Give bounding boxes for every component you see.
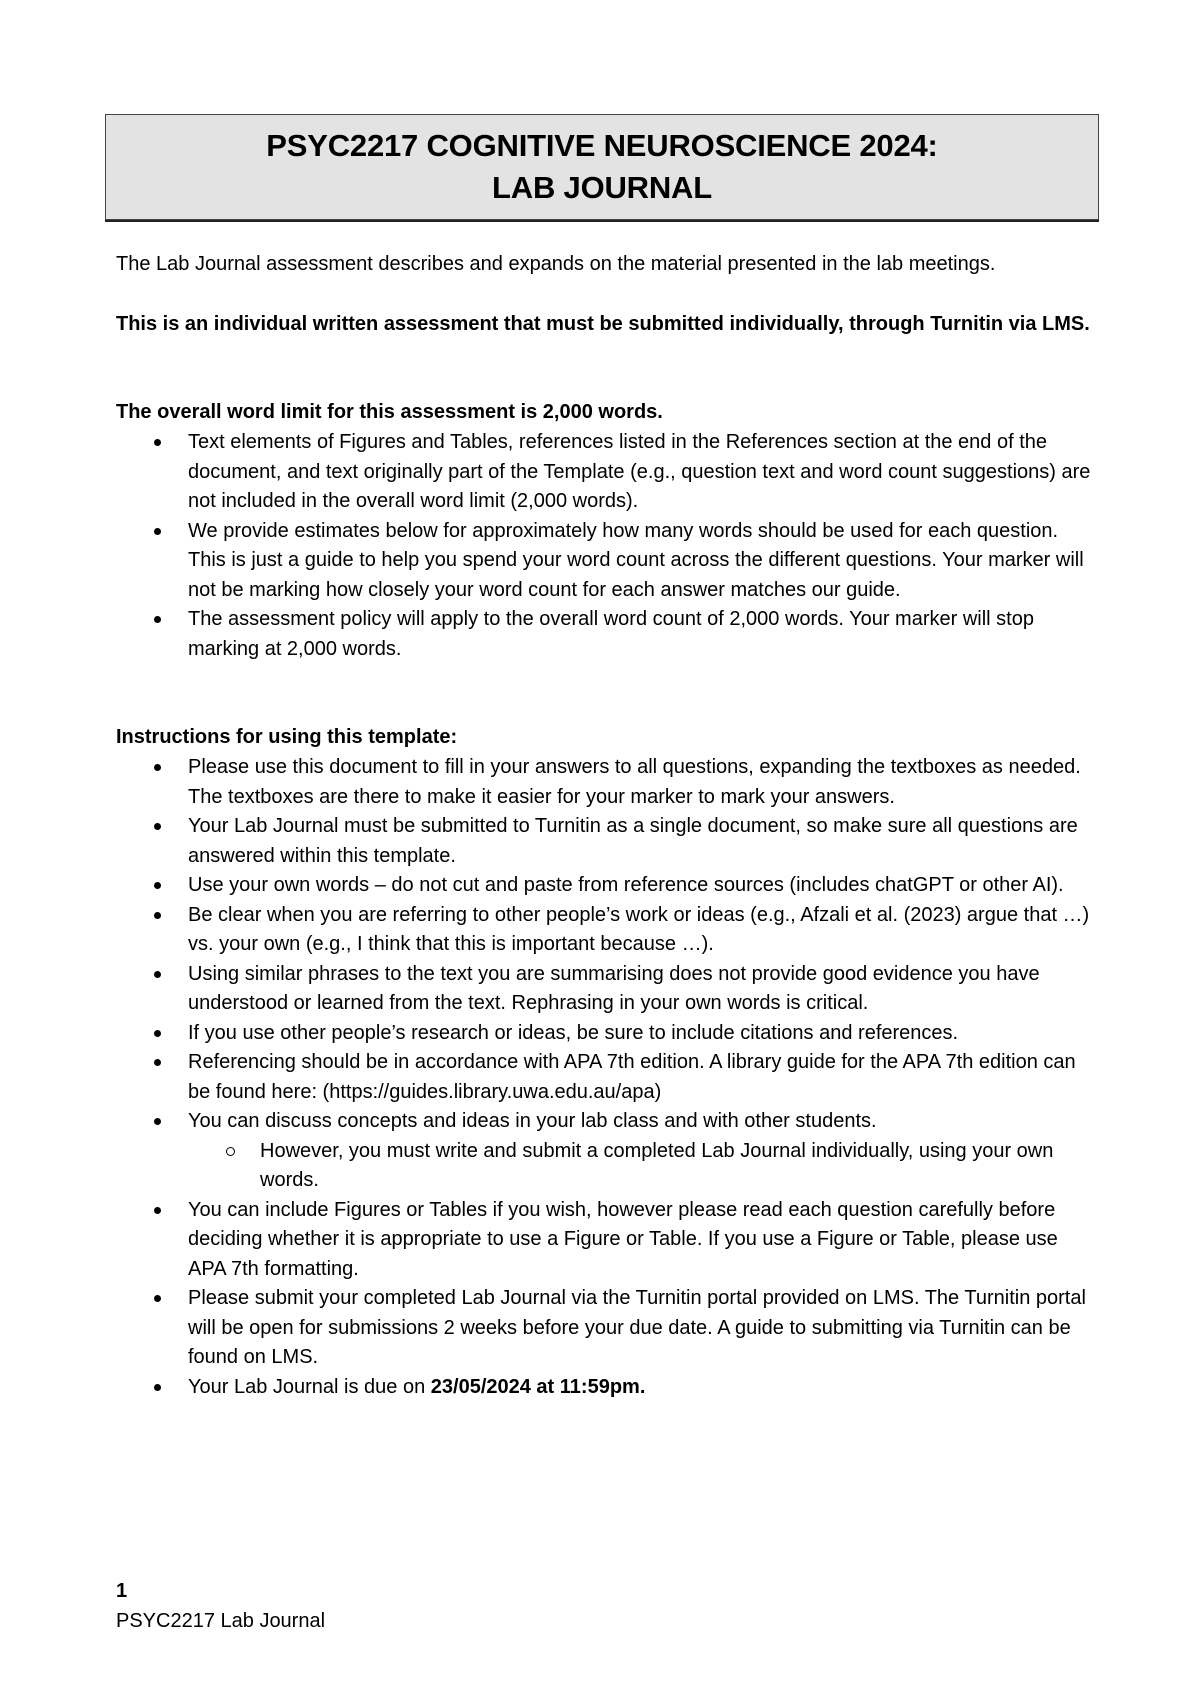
title-line-1: PSYC2217 COGNITIVE NEUROSCIENCE 2024: — [266, 128, 938, 163]
bullet-icon — [154, 1030, 161, 1037]
list-item-text: Please use this document to fill in your answers to all questions, expanding the textboxes as needed. The textboxes are there to make it easier for your marker to mark your answers. — [188, 756, 1081, 808]
list-item-text: The assessment policy will apply to the overall word count of 2,000 words. Your marker will stop marking at 2,000 words. — [188, 608, 1034, 660]
list-item-text: Please submit your completed Lab Journal via the Turnitin portal provided on LMS. The Turnitin portal will be open for submissions 2 weeks before your due date. A guide to submitting via Turnitin can be found on LMS. — [188, 1287, 1086, 1368]
list-item-text: We provide estimates below for approximately how many words should be used for each question. This is just a guide to help you spend your word count across the different questions. Your marker will not be marking how closely your word count for each answer matches our guide. — [188, 519, 1084, 601]
list-item — [116, 960, 1098, 1019]
list-item — [116, 605, 1098, 664]
list-item — [116, 1107, 1098, 1196]
hollow-bullet-icon — [226, 1147, 235, 1156]
individual-notice: This is an individual written assessment that must be submitted individually, through Turnitin via LMS. — [116, 313, 1090, 335]
list-item-text: Using similar phrases to the text you are summarising does not provide good evidence you have understood or learned from the text. Rephrasing in your own words is critical. — [188, 962, 1040, 1014]
word-limit-list — [116, 428, 1098, 664]
list-item — [116, 812, 1098, 871]
page-footer: PSYC2217 Lab Journal — [116, 1610, 326, 1632]
page-number: 1 — [116, 1580, 128, 1602]
title-box — [105, 114, 1099, 220]
bullet-icon — [154, 1059, 161, 1066]
list-item — [116, 871, 1098, 901]
list-item — [116, 1196, 1098, 1285]
bullet-icon — [154, 764, 161, 771]
instructions-heading: Instructions for using this template: — [116, 726, 458, 748]
list-item-text: Text elements of Figures and Tables, references listed in the References section at the end of the document, and text originally part of the Template (e.g., question text and word count suggestions) are not included in the overall word limit (2,000 words). — [188, 431, 1091, 512]
list-item — [116, 753, 1098, 812]
list-item-text: Your Lab Journal must be submitted to Turnitin as a single document, so make sure all questions are answered within this template. — [188, 815, 1078, 867]
list-item — [116, 1048, 1098, 1107]
due-prefix-text: Your Lab Journal is due on — [188, 1375, 431, 1398]
list-item-text: Referencing should be in accordance with APA 7th edition. A library guide for the APA 7th edition can be found here: (https://guides.library.uwa.edu.au/apa) — [188, 1051, 1076, 1103]
due-date-text: 23/05/2024 at 11:59pm. — [430, 1375, 646, 1398]
word-limit-heading: The overall word limit for this assessment is 2,000 words. — [116, 401, 663, 423]
sub-list-item-text: However, you must write and submit a completed Lab Journal individually, using your own words. — [260, 1139, 1054, 1191]
intro-paragraph: The Lab Journal assessment describes and expands on the material presented in the lab meetings. — [116, 253, 996, 275]
title-line-2: LAB JOURNAL — [492, 170, 712, 205]
list-item — [116, 517, 1098, 606]
bullet-icon — [154, 528, 161, 535]
bullet-icon — [154, 971, 161, 978]
bullet-icon — [154, 1384, 161, 1391]
bullet-icon — [154, 616, 161, 623]
bullet-icon — [154, 912, 161, 919]
bullet-icon — [154, 1207, 161, 1214]
bullet-icon — [154, 823, 161, 830]
list-item — [116, 901, 1098, 960]
bullet-icon — [154, 439, 161, 446]
bullet-icon — [154, 1295, 161, 1302]
list-item-text: Use your own words – do not cut and paste from reference sources (includes chatGPT or other AI). — [188, 874, 1064, 896]
list-item-text: Be clear when you are referring to other people’s work or ideas (e.g., Afzali et al. (2023) argue that …) vs. your own (e.g., I think that this is important because …). — [188, 903, 1090, 955]
sub-list — [188, 1137, 1098, 1196]
list-item — [116, 428, 1098, 517]
list-item-text: If you use other people’s research or ideas, be sure to include citations and references. — [188, 1021, 959, 1044]
list-item-due-date — [116, 1373, 1098, 1403]
sub-list-item — [188, 1137, 1098, 1196]
bullet-icon — [154, 882, 161, 889]
list-item — [116, 1019, 1098, 1049]
list-item — [116, 1284, 1098, 1373]
instructions-list — [116, 753, 1098, 1402]
list-item-text: You can include Figures or Tables if you wish, however please read each question carefully before deciding whether it is appropriate to use a Figure or Table. If you use a Figure or Table, please use APA 7th formatting. — [188, 1198, 1058, 1280]
list-item-text: You can discuss concepts and ideas in your lab class and with other students. — [188, 1110, 877, 1132]
bullet-icon — [154, 1118, 161, 1125]
